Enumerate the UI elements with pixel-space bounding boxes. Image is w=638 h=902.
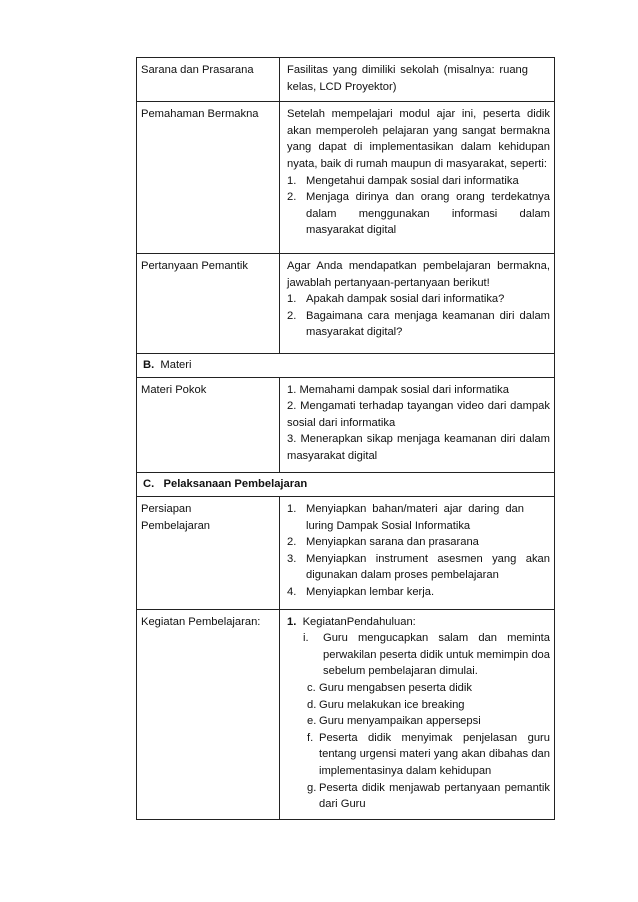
item-number: d. [307, 698, 317, 711]
item-text: Menyiapkan instrument asesmen yang akan digunakan dalam proses pembelajaran [306, 552, 550, 582]
row-kegiatan [137, 609, 555, 819]
value-sarana [280, 58, 555, 102]
list-item [287, 534, 550, 551]
item-text: Bagaimana cara menjaga keamanan diri dalam masyarakat digital? [306, 309, 550, 339]
kegiatan-heading-text: KegiatanPendahuluan: [302, 615, 416, 628]
item-number: 1. [287, 503, 297, 516]
item-number: 1. [287, 293, 297, 306]
item-number: f. [307, 731, 314, 744]
kegiatan-heading-number: 1. [287, 615, 297, 628]
sarana-text: Fasilitas yang dimiliki sekolah (misalnya: ruang kelas, LCD Proyektor) [287, 64, 528, 93]
item-text: Guru mengucapkan salam dan meminta perwakilan peserta didik untuk memimpin doa sebelum pembelajaran dimulai. [323, 632, 550, 678]
section-b-title: Materi [160, 358, 192, 371]
list-item [287, 291, 550, 308]
pemahaman-intro: Setelah mempelajari modul ajar ini, peserta didik akan memperoleh pelajaran yang sangat bermakna yang dapat di implementasikan dalam kehidupan nyata, baik di rumah maupun di masyarakat, seperti: [287, 108, 550, 170]
item-text: Guru menyampaikan appersepsi [319, 715, 481, 728]
row-materi [137, 377, 555, 473]
item-text: Menyiapkan lembar kerja. [306, 586, 435, 599]
list-item [307, 680, 550, 697]
list-item [287, 189, 550, 239]
kegiatan-list [287, 680, 550, 813]
section-b-letter: B. [143, 358, 155, 371]
materi-line: 1. Memahami dampak sosial dari informatika [287, 383, 509, 396]
item-text: Guru melakukan ice breaking [319, 698, 465, 711]
pertanyaan-list [287, 291, 550, 341]
label-pemahaman: Pemahaman Bermakna [137, 102, 280, 254]
list-item [287, 584, 550, 601]
value-materi [280, 377, 555, 473]
persiapan-label-line-1: Persiapan [141, 503, 192, 516]
item-text: Peserta didik menyimak penjelasan guru tentang urgensi materi yang akan dibahas dan implementasinya dalam kehidupan [319, 731, 550, 777]
item-text: Guru mengabsen peserta didik [319, 682, 472, 694]
item-number: 2. [287, 191, 297, 204]
item-text: Peserta didik menjawab pertanyaan pemantik dari Guru [319, 781, 550, 811]
value-pemahaman [280, 102, 555, 254]
item-text: Menjaga dirinya dan orang orang terdekatnya dalam menggunakan informasi dalam masyarakat digital [306, 191, 550, 237]
row-pertanyaan [137, 253, 555, 353]
pertanyaan-intro: Agar Anda mendapatkan pembelajaran bermakna, jawablah pertanyaan-pertanyaan berikut! [287, 259, 550, 289]
list-item [307, 730, 550, 780]
lesson-plan-table [136, 57, 555, 820]
section-c-title: Pelaksanaan Pembelajaran [163, 478, 308, 491]
kegiatan-sub-i [287, 630, 550, 680]
section-c-heading [137, 473, 555, 497]
list-item [287, 308, 550, 341]
item-text: Apakah dampak sosial dari informatika? [306, 293, 505, 306]
label-sarana: Sarana dan Prasarana [137, 58, 280, 102]
kegiatan-heading [287, 614, 550, 631]
materi-line: 2. Mengamati terhadap tayangan video dari dampak sosial dari informatika [287, 400, 550, 429]
list-item [287, 501, 550, 534]
row-section-c [137, 473, 555, 497]
item-number: 2. [287, 536, 297, 549]
item-text: Menyiapkan sarana dan prasarana [306, 536, 479, 549]
value-persiapan [280, 497, 555, 610]
item-number: 3. [287, 552, 297, 565]
label-kegiatan: Kegiatan Pembelajaran: [137, 609, 280, 819]
label-persiapan [137, 497, 280, 610]
persiapan-label-line-2: Pembelajaran [141, 519, 211, 532]
item-number: 2. [287, 309, 297, 322]
item-number: e. [307, 715, 317, 728]
section-b-heading [137, 353, 555, 377]
list-item [287, 551, 550, 584]
item-text: Mengetahui dampak sosial dari informatika [306, 174, 519, 187]
item-number: c. [307, 682, 316, 694]
list-item [287, 173, 550, 190]
item-number: g. [307, 781, 317, 794]
persiapan-list [287, 501, 550, 601]
label-materi: Materi Pokok [137, 377, 280, 473]
item-number: 4. [287, 586, 297, 599]
pemahaman-list [287, 173, 550, 247]
item-number: i. [303, 632, 309, 645]
item-number: 1. [287, 174, 297, 187]
section-c-letter: C. [143, 478, 155, 491]
row-section-b [137, 353, 555, 377]
row-pemahaman [137, 102, 555, 254]
value-pertanyaan [280, 253, 555, 353]
label-pertanyaan: Pertanyaan Pemantik [137, 253, 280, 353]
list-item [307, 780, 550, 813]
row-persiapan [137, 497, 555, 610]
row-sarana [137, 58, 555, 102]
item-text: Menyiapkan bahan/materi ajar daring dan luring Dampak Sosial Informatika [306, 503, 524, 532]
list-item [303, 630, 550, 680]
list-item [307, 713, 550, 730]
value-kegiatan [280, 609, 555, 819]
materi-line: 3. Menerapkan sikap menjaga keamanan diri dalam masyarakat digital [287, 433, 550, 462]
list-item [307, 697, 550, 714]
